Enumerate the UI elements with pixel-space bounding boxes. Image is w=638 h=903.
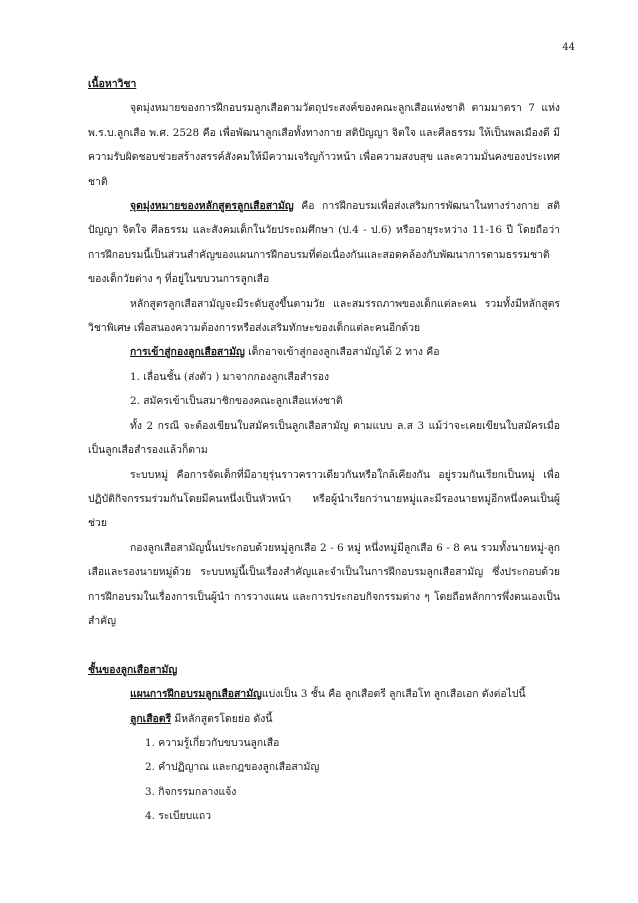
section-heading-ranks-text: ชั้นของลูกเสือสามัญ	[88, 663, 178, 676]
section-gap	[88, 633, 560, 657]
paragraph-entering-troop	[88, 340, 560, 364]
training-plan-term: แผนการฝึกอบรมลูกเสือสามัญ	[130, 688, 262, 701]
training-plan-text: แบ่งเป็น 3 ชั้น คือ ลูกเสือตรี ลูกเสือโท ลูกเสือเอก ดังต่อไปนี้	[261, 688, 526, 701]
page-content	[88, 72, 560, 829]
list-item: 3. กิจกรรมกลางแจ้ง	[145, 785, 237, 798]
page-number: 44	[562, 42, 575, 53]
paragraph-training-plan	[88, 682, 560, 706]
section-heading-content	[88, 72, 560, 96]
paragraph-curriculum-objectives	[88, 194, 560, 292]
paragraph-curriculum-levels: หลักสูตรลูกเสือสามัญจะมีระดับสูงขึ้นตามวัย และสมรรถภาพของเด็กแต่ละคน รวมทั้งมีหลักสูตรวิชาพิเศษ เพื่อสนองความต้องการหรือส่งเสริมทักษะของเด็กแต่ละคนอีกด้วย	[88, 297, 560, 335]
paragraph-troop-composition: กองลูกเสือสามัญนั้นประกอบด้วยหมู่ลูกเสือ 2 - 6 หมู่ หนึ่งหมู่มีลูกเสือ 6 - 8 คน รวมทั้งนายหมู่-ลูกเสือและรองนายหมู่ด้วย ระบบหมู่นี้เป็นเรื่องสำคัญและจำเป็นในการฝึกอบรมลูกเสือสามัญ ซึ่งประกอบด้วย การฝึกอบรมในเรื่องการเป็นผู้นำ การวางแผน และการประกอบกิจกรรมต่าง ๆ โดยถือหลักการพึ่งตนเองเป็นสำคัญ	[88, 541, 560, 627]
tri-scout-text: มีหลักสูตรโดยย่อ ดังนี้	[171, 712, 273, 725]
list-item: 2. คำปฏิญาณ และกฎของลูกเสือสามัญ	[145, 761, 320, 774]
entering-troop-text: เด็กอาจเข้าสู่กองลูกเสือสามัญได้ 2 ทาง คือ	[244, 346, 440, 359]
paragraph-application: ทั้ง 2 กรณี จะต้องเขียนใบสมัครเป็นลูกเสือสามัญ ตามแบบ ล.ส 3 แม้ว่าจะเคยเขียนใบสมัครเมื่อเป็นลูกเสือสำรองแล้วก็ตาม	[88, 419, 560, 457]
curriculum-objectives-text: คือ การฝึกอบรมเพื่อส่งเสริมการพัฒนาในทางร่างกาย สติปัญญา จิตใจ ศีลธรรม และสังคมเด็กในวัยประถมศึกษา (ป.4 - ป.6) หรืออายุระหว่าง 11-16 ปี โดยถือว่าการฝึกอบรมนี้เป็นส่วนสำคัญของแผนการฝึกอบรมที่ต่อเนื่องกันและสอดคล้องกับพัฒนาการตามธรรมชาติของเด็กวัยต่าง ๆ ที่อยู่ในขบวนการลูกเสือ	[88, 200, 560, 286]
list-item: 1. ความรู้เกี่ยวกับขบวนลูกเสือ	[145, 736, 280, 749]
list-item: 1. เลื่อนชั้น (ส่งตัว ) มาจากกองลูกเสือสำรอง	[130, 370, 330, 383]
list-item: 4. ระเบียบแถว	[145, 810, 212, 823]
paragraph-tri-scout	[88, 707, 560, 731]
paragraph-scout-objectives: จุดมุ่งหมายของการฝึกอบรมลูกเสือตามวัตถุประสงค์ของคณะลูกเสือแห่งชาติ ตามมาตรา 7 แห่ง พ.ร.บ.ลูกเสือ พ.ศ. 2528 คือ เพื่อพัฒนาลูกเสือทั้งทางกาย สติปัญญา จิตใจ และศีลธรรม ให้เป็นพลเมืองดี มีความรับผิดชอบช่วยสร้างสรรค์สังคมให้มีความเจริญก้าวหน้า เพื่อความสงบสุข และความมั่นคงของประเทศชาติ	[88, 102, 560, 188]
list-item: 2. สมัครเข้าเป็นสมาชิกของคณะลูกเสือแห่งชาติ	[130, 395, 343, 408]
section-heading-ranks	[88, 658, 560, 682]
entering-troop-term: การเข้าสู่กองลูกเสือสามัญ	[130, 346, 245, 359]
section-heading-content-text: เนื้อหาวิชา	[88, 78, 137, 90]
curriculum-objectives-term: จุดมุ่งหมายของหลักสูตรลูกเสือสามัญ	[130, 200, 294, 213]
tri-scout-term: ลูกเสือตรี	[130, 712, 172, 725]
paragraph-patrol-system: ระบบหมู่ คือการจัดเด็กที่มีอายุรุ่นราวคราวเดียวกันหรือใกล้เคียงกัน อยู่รวมกันเรียกเป็นหมู่ เพื่อปฏิบัติกิจกรรมร่วมกันโดยมีคนหนึ่งเป็นหัวหน้า หรือผู้นำเรียกว่านายหมู่และมีรองนายหมู่อีกหนึ่งคนเป็นผู้ช่วย	[88, 468, 560, 530]
